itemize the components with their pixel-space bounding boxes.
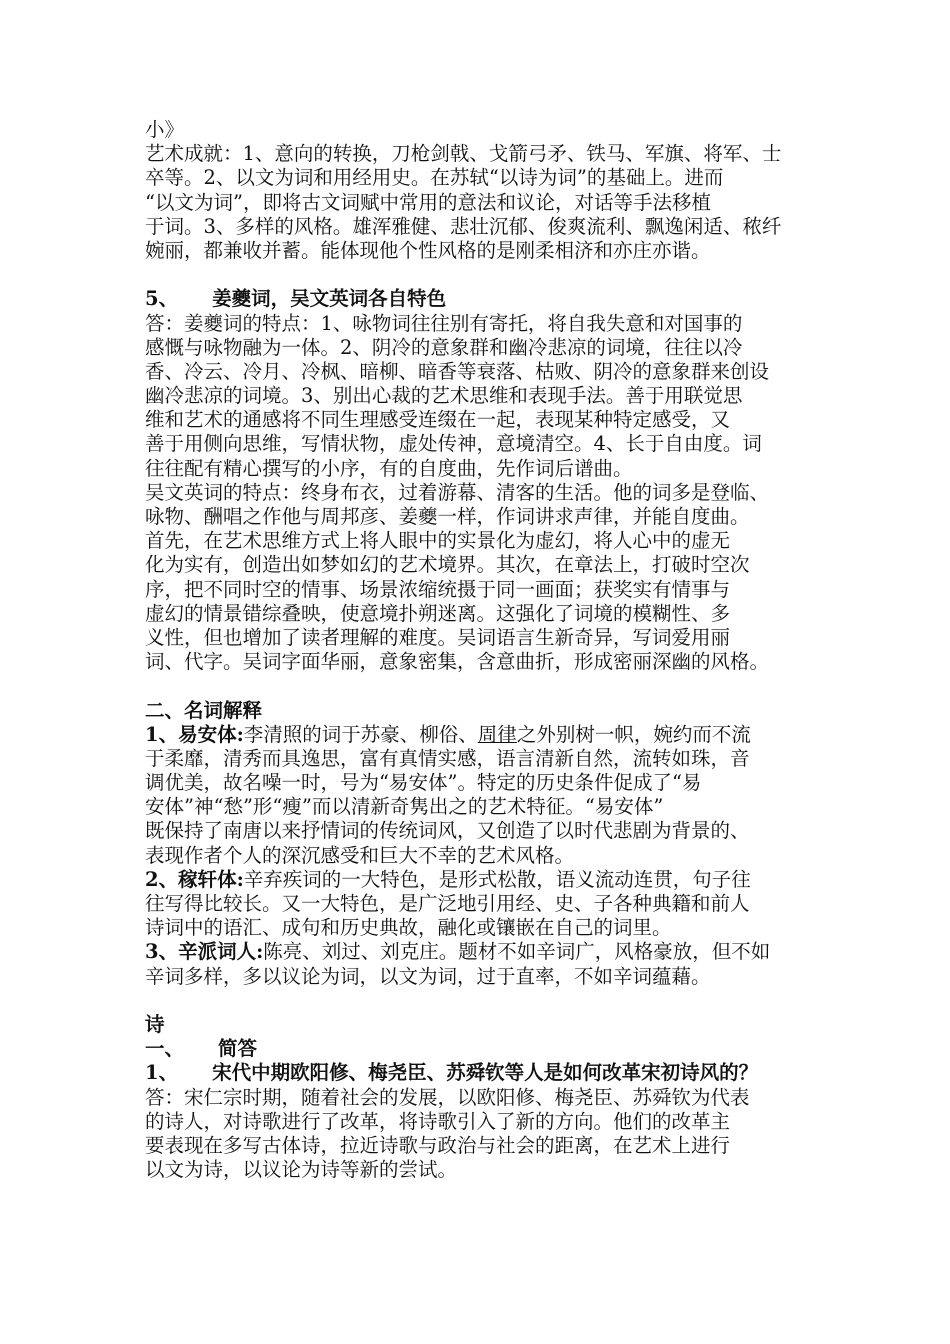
text-line: 小》 [145, 118, 185, 141]
term-text: 李清照的词于苏豪、柳俗、 [243, 722, 478, 746]
text-line: 序，把不同时空的情事、场景浓缩统摄于同一画面；获奖实有情事与 [145, 577, 731, 601]
spacer [145, 263, 813, 287]
section-number: 一、 [145, 1037, 185, 1061]
text-line: 婉丽，都兼收并蓄。能体现他个性风格的是刚柔相济和亦庄亦谐。 [145, 238, 711, 262]
question-title: 姜夔词，吴文英词各自特色 [212, 287, 447, 311]
term-label: 2、稼轩体: [145, 867, 244, 891]
text-line: 首先，在艺术思维方式上将人眼中的实景化为虚幻，将人心中的虚无 [145, 529, 731, 553]
question-5-heading [145, 287, 813, 311]
text-line: 诗词中的语汇、成句和历史典故，融化或镶嵌在自己的词里。 [145, 916, 672, 940]
text-line: 答：姜夔词的特点：1、咏物词往往别有寄托，将自我失意和对国事的 [145, 311, 743, 335]
text-line: 表现作者个人的深沉感受和巨大不幸的艺术风格。 [145, 843, 575, 867]
poetry-heading: 诗 [145, 1012, 165, 1036]
answer-5-paragraph [145, 312, 813, 675]
text-line: 咏物、酬唱之作他与周邦彦、姜夔一样，作词讲求声律，并能自度曲。 [145, 505, 750, 528]
poetry-section-heading [145, 1037, 813, 1061]
text-line: 卒等。2、以文为词和用经用史。在苏轼“以诗为词”的基础上。进而 [145, 166, 724, 190]
text-line: 艺术成就：1、意向的转换，刀枪剑戟、戈箭弓矛、铁马、军旗、将军、士 [145, 142, 782, 166]
text-line: 善于用侧向思维，写情状物，虚处传神，意境清空。4、长于自由度。词 [145, 432, 762, 456]
term-text: 陈亮、刘过、刘克庄。题材不如辛词广，风格豪放，但不如 [263, 940, 771, 964]
text-line: 既保持了南唐以来抒情词的传统词风，又创造了以时代悲剧为背景的、 [145, 819, 750, 843]
spacer [145, 674, 813, 698]
text-line: 维和艺术的通感将不同生理感受连缀在一起，表现某种特定感受，又 [145, 408, 731, 432]
text-line: 义性，但也增加了读者理解的难度。吴词语言生新奇异，写词爱用丽 [145, 625, 731, 649]
term-label: 3、辛派词人: [145, 940, 264, 964]
poetry-question-1-heading [145, 1061, 813, 1085]
text-line [145, 940, 813, 964]
term-text: 辛弃疾词的一大特色，是形式松散，语义流动连贯，句子往 [243, 867, 751, 891]
text-line: 幽冷悲凉的词境。3、别出心裁的艺术思维和表现手法。善于用联觉思 [145, 384, 743, 408]
underlined-term: 周律 [477, 722, 517, 746]
poetry-answer-1-paragraph [145, 1086, 813, 1183]
text-line [145, 868, 813, 892]
text-line: 香、冷云、冷月、冷枫、暗柳、暗香等衰落、枯败、阴冷的意象群来创设 [145, 359, 770, 383]
term-3-xin-school-poets [145, 940, 813, 988]
question-title: 宋代中期欧阳修、梅尧臣、苏舜钦等人是如何改革宋初诗风的？ [212, 1061, 759, 1085]
text-line: 感慨与咏物融为一体。2、阴冷的意象群和幽冷悲凉的词境，往往以冷 [145, 335, 743, 359]
section-title: 简答 [218, 1037, 258, 1061]
text-line [145, 723, 813, 747]
text-line: 吴文英词的特点：终身布衣，过着游幕、清客的生活。他的词多是登临、 [145, 480, 770, 504]
text-line: 词、代字。吴词字面华丽，意象密集，含意曲折，形成密丽深幽的风格。 [145, 650, 770, 674]
text-line: 调优美，故名噪一时，号为“易安体”。特定的历史条件促成了“易 [145, 771, 702, 795]
text-line: 要表现在多写古体诗，拉近诗歌与政治与社会的距离，在艺术上进行 [145, 1133, 731, 1157]
text-line: 于词。3、多样的风格。雄浑雅健、悲壮沉郁、俊爽流利、飘逸闲适、秾纤 [145, 214, 782, 238]
text-line: 答：宋仁宗时期，随着社会的发展，以欧阳修、梅尧臣、苏舜钦为代表 [145, 1085, 750, 1109]
text-line: 虚幻的情景错综叠映，使意境扑朔迷离。这强化了词境的模糊性、多 [145, 601, 731, 625]
question-number: 1、 [145, 1061, 179, 1085]
term-2-jiaxuan-style [145, 868, 813, 941]
text-line: 以文为诗，以议论为诗等新的尝试。 [145, 1158, 458, 1182]
text-line: 往写得比较长。又一大特色，是广泛地引用经、史、子各种典籍和前人 [145, 892, 750, 915]
term-1-yian-style [145, 723, 813, 868]
text-line: 往往配有精心撰写的小序，有的自度曲，先作词后谱曲。 [145, 456, 633, 480]
question-number: 5、 [145, 287, 179, 311]
document-page [145, 118, 813, 1182]
text-line: 辛词多样，多以议论为词，以文为词，过于直率，不如辛词蕴藉。 [145, 964, 711, 988]
text-line: 于柔靡，清秀而具逸思，富有真情实感，语言清新自然，流转如珠，音 [145, 746, 750, 770]
text-line: 的诗人，对诗歌进行了改革，将诗歌引入了新的方向。他们的改革主 [145, 1109, 731, 1133]
text-line: 安体”神“愁”形“瘦”而以清新奇隽出之的艺术特征。“易安体” [145, 795, 664, 819]
term-label: 1、易安体: [145, 722, 244, 746]
section-2-heading: 二、名词解释 [145, 698, 263, 722]
text-line: “以文为词”，即将古文词赋中常用的意法和议论，对话等手法移植 [145, 190, 711, 214]
text-line: 化为实有，创造出如梦如幻的艺术境界。其次，在章法上，打破时空次 [145, 553, 750, 577]
spacer [145, 989, 813, 1013]
intro-paragraph [145, 118, 813, 263]
term-text: 之外别树一帜，婉约而不流 [516, 722, 751, 746]
